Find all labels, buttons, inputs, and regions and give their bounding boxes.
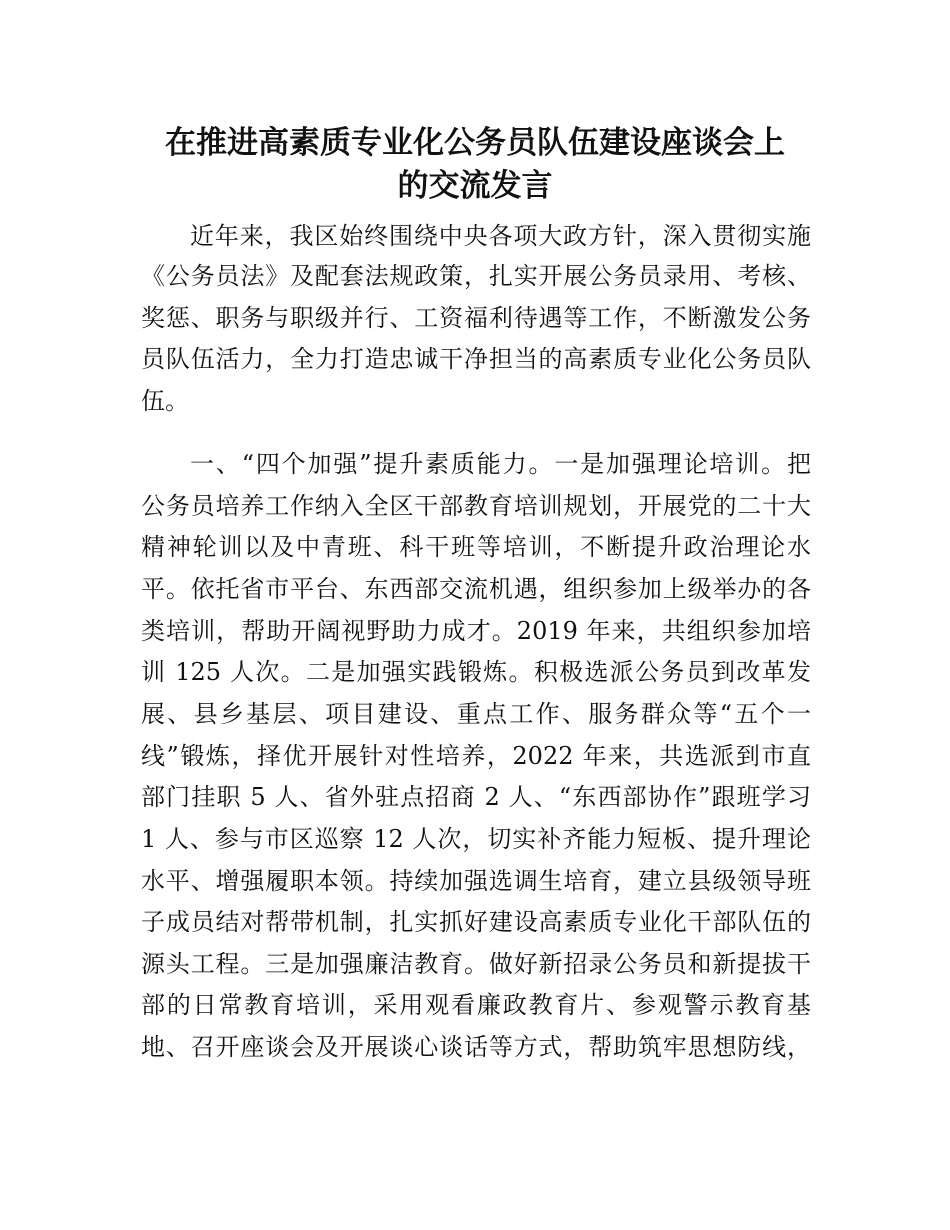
paragraph-2-line-4: 平。依托省市平台、东西部交流机遇，组织参加上级举办的各	[141, 575, 811, 603]
paragraph-2-line-13: 源头工程。三是加强廉洁教育。做好新招录公务员和新提拔干	[141, 950, 811, 978]
paragraph-2-line-12: 子成员结对帮带机制，扎实抓好建设高素质专业化干部队伍的	[141, 908, 811, 936]
document-title-line-1: 在推进高素质专业化公务员队伍建设座谈会上	[165, 125, 785, 161]
paragraph-2-line-15: 地、召开座谈会及开展谈心谈话等方式，帮助筑牢思想防线，	[141, 1033, 811, 1061]
paragraph-2-line-7: 展、县乡基层、项目建设、重点工作、服务群众等“五个一	[141, 700, 811, 728]
paragraph-1-line-5: 伍。	[141, 387, 189, 415]
paragraph-2-line-9: 部门挂职 5 人、省外驻点招商 2 人、“东西部协作”跟班学习	[141, 783, 811, 811]
paragraph-2-line-11: 水平、增强履职本领。持续加强选调生培育，建立县级领导班	[141, 867, 811, 895]
paragraph-2-line-5: 类培训，帮助开阔视野助力成才。2019 年来，共组织参加培	[141, 617, 811, 645]
paragraph-1-line-2: 《公务员法》及配套法规政策，扎实开展公务员录用、考核、	[141, 262, 811, 290]
paragraph-1-line-4: 员队伍活力，全力打造忠诚干净担当的高素质专业化公务员队	[141, 345, 811, 373]
paragraph-2-line-3: 精神轮训以及中青班、科干班等培训，不断提升政治理论水	[141, 533, 811, 561]
paragraph-2-line-8: 线”锻炼，择优开展针对性培养，2022 年来，共选派到市直	[141, 742, 811, 770]
paragraph-2-line-1: 一、“四个加强”提升素质能力。一是加强理论培训。把	[190, 450, 811, 478]
paragraph-2-line-10: 1 人、参与市区巡察 12 人次，切实补齐能力短板、提升理论	[141, 825, 811, 853]
paragraph-2-line-2: 公务员培养工作纳入全区干部教育培训规划，开展党的二十大	[141, 492, 811, 520]
paragraph-2-line-6: 训 125 人次。二是加强实践锻炼。积极选派公务员到改革发	[141, 658, 811, 686]
document-title-line-2: 的交流发言	[397, 168, 553, 204]
paragraph-1-line-1: 近年来，我区始终围绕中央各项大政方针，深入贯彻实施	[190, 222, 811, 250]
paragraph-1-line-3: 奖惩、职务与职级并行、工资福利待遇等工作，不断激发公务	[141, 304, 811, 332]
paragraph-2-line-14: 部的日常教育培训，采用观看廉政教育片、参观警示教育基	[141, 991, 811, 1019]
